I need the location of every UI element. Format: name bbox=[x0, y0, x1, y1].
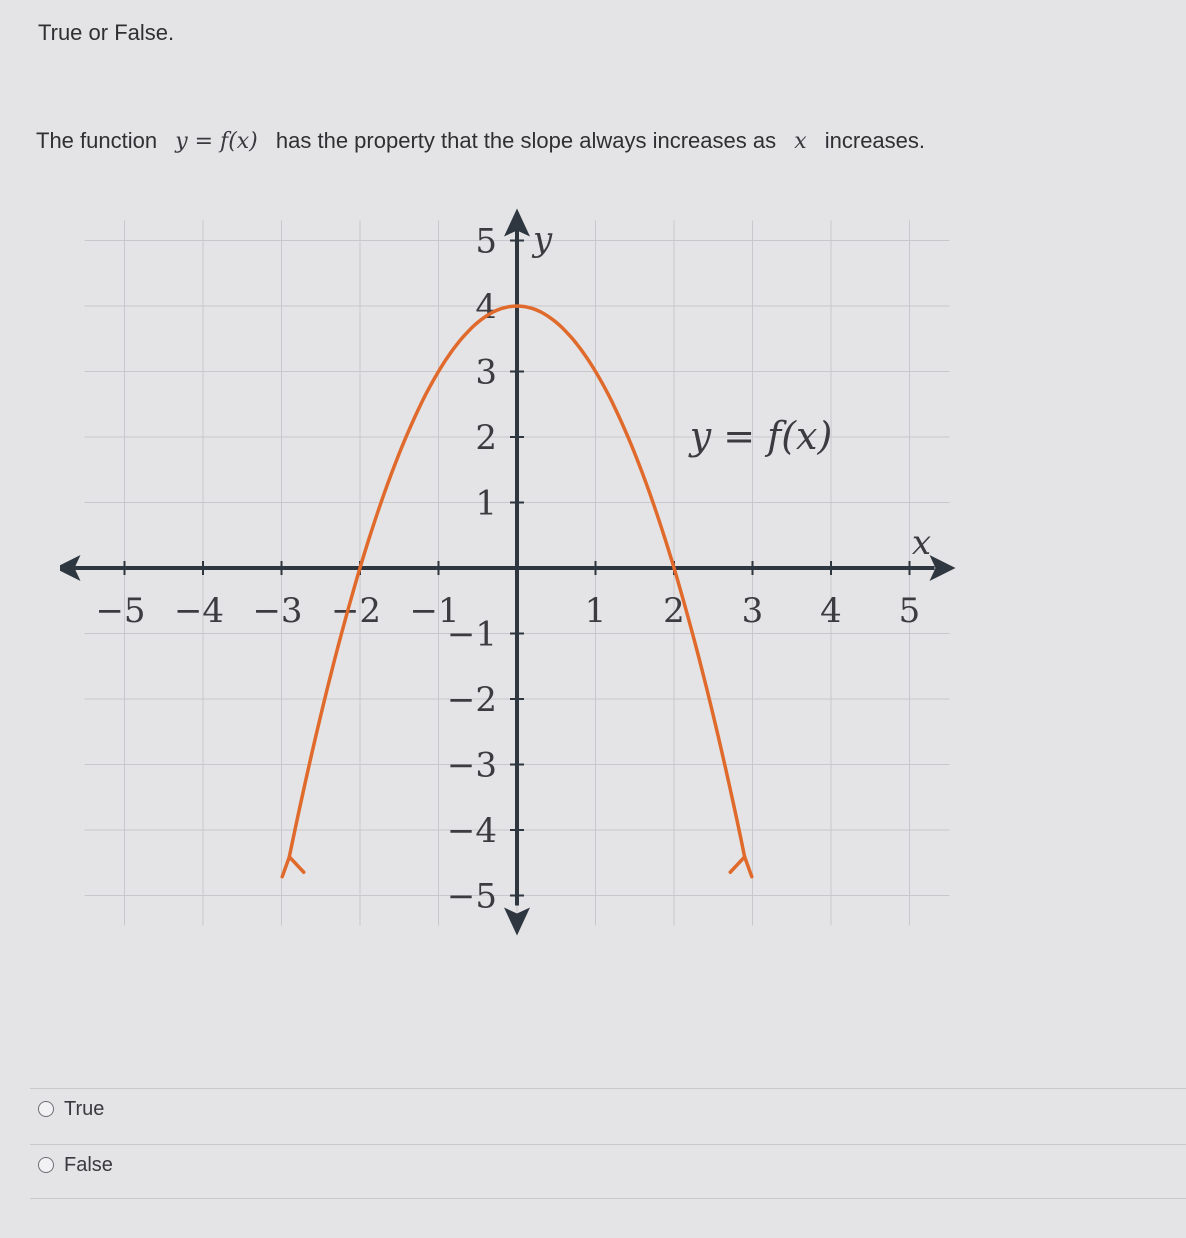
y-tick-label: −4 bbox=[446, 811, 497, 851]
function-graph bbox=[60, 190, 980, 950]
question-middle: has the property that the slope always increases as bbox=[275, 128, 777, 153]
curve-arrow-left bbox=[282, 857, 304, 877]
x-tick-label: −3 bbox=[252, 591, 303, 631]
graph-svg bbox=[60, 190, 980, 950]
variable-x: x bbox=[794, 129, 807, 154]
x-tick-label: −2 bbox=[330, 591, 382, 631]
option-false-label: False bbox=[64, 1153, 113, 1176]
y-tick-label: −3 bbox=[446, 745, 497, 786]
y-tick-label: 5 bbox=[475, 221, 497, 262]
x-tick-label: −1 bbox=[409, 591, 460, 631]
y-tick-label: 4 bbox=[475, 287, 497, 327]
option-false[interactable] bbox=[38, 1150, 113, 1180]
y-tick-label: 3 bbox=[475, 352, 497, 393]
radio-false[interactable] bbox=[38, 1157, 54, 1173]
y-tick-label: 2 bbox=[475, 418, 497, 458]
x-tick-label: 3 bbox=[741, 591, 764, 631]
divider-top bbox=[30, 1088, 1186, 1089]
y-tick-label: −5 bbox=[446, 876, 497, 917]
option-true[interactable] bbox=[38, 1094, 104, 1124]
question-text bbox=[36, 128, 925, 154]
question-type-label: True or False. bbox=[38, 20, 175, 45]
x-tick-label: 1 bbox=[584, 591, 607, 631]
x-axis-label: x bbox=[911, 523, 932, 563]
x-tick-label: 4 bbox=[820, 591, 842, 631]
x-tick-label: −5 bbox=[95, 591, 146, 631]
x-tick-label: 2 bbox=[663, 591, 685, 631]
curve-arrow-right bbox=[730, 857, 752, 877]
radio-true[interactable] bbox=[38, 1101, 54, 1117]
y-tick-label: −2 bbox=[446, 680, 497, 720]
divider-bottom bbox=[30, 1198, 1186, 1199]
x-tick-label: 5 bbox=[898, 591, 921, 631]
y-axis-label: y bbox=[533, 219, 553, 260]
curve-label: y = f(x) bbox=[689, 414, 833, 458]
divider-middle bbox=[30, 1144, 1186, 1145]
x-tick-label: −4 bbox=[173, 591, 225, 631]
y-tick-label: 1 bbox=[475, 483, 497, 524]
question-prefix: The function bbox=[36, 128, 158, 153]
y-tick-label: −1 bbox=[446, 614, 497, 655]
function-expression: y = f(x) bbox=[175, 129, 258, 154]
question-suffix: increases. bbox=[824, 128, 926, 153]
option-true-label: True bbox=[64, 1097, 105, 1120]
